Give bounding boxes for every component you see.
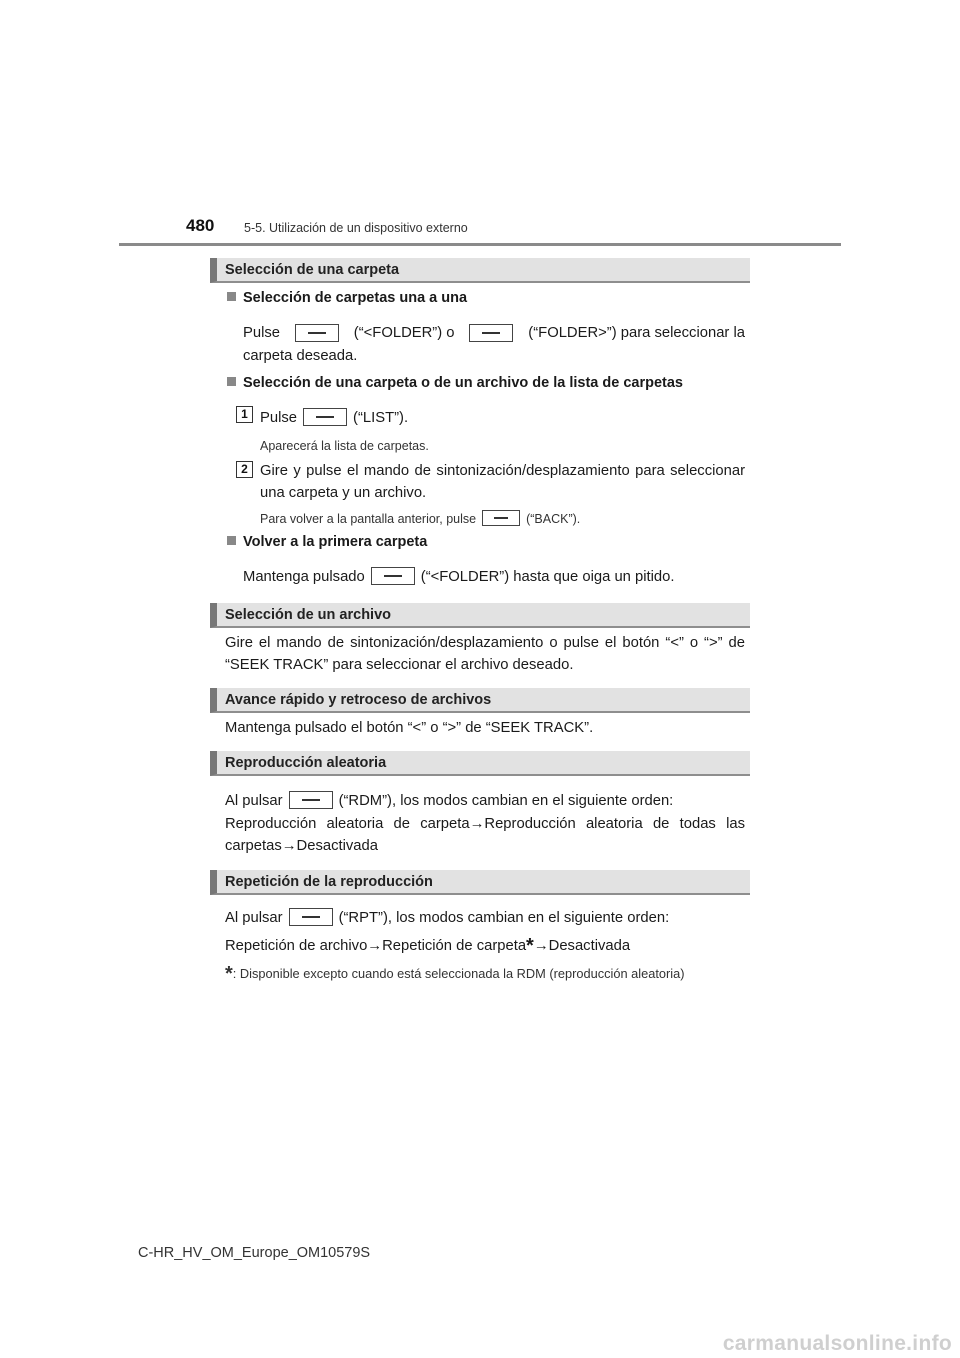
text-segment: Pulse [260,410,298,426]
text-segment: (“FOLDER>”) para seleccionar la [528,325,745,341]
text-segment: Al pulsar [225,793,283,809]
footnote-text: : Disponible excepto cuando está seleccionada la RDM (reproducción aleatoria) [232,966,685,981]
footnote-marker: * [225,963,233,985]
repeat-instruction [225,907,669,929]
folder-select-instruction [243,322,745,367]
first-folder-instruction [243,566,675,588]
section-title: Reproducción aleatoria [225,755,387,771]
text-segment: (“LIST”). [353,410,409,426]
random-instruction [225,790,673,812]
subheading-folder-list [227,375,683,391]
file-select-text: Gire el mando de sintonización/desplazamiento o pulse el botón “<” o “>” de “SEEK TRACK” para seleccionar el archivo deseado. [225,635,745,673]
repeat-modes-sequence [225,935,630,957]
section-heading-folder [210,258,750,283]
folder-next-button-icon [469,324,513,342]
rdm-button-icon [289,791,333,809]
fast-forward-text: Mantenga pulsado el botón “<” o “>” de “SEEK TRACK”. [225,720,594,736]
list-button-icon [303,408,347,426]
document-code: C-HR_HV_OM_Europe_OM10579S [138,1245,371,1261]
subheading-text: Selección de carpetas una a una [243,290,468,306]
folder-prev-button-icon [295,324,339,342]
text-segment: (“<FOLDER”) hasta que oiga un pitido. [420,569,675,585]
back-button-icon [482,510,520,526]
step-2-text: Gire y pulse el mando de sintonización/desplazamiento para seleccionar una carpeta y un archivo. [260,463,745,501]
text-segment: Al pulsar [225,910,283,926]
text-segment: →Desactivada [533,938,631,954]
square-bullet-icon [227,377,236,386]
watermark: carmanualsonline.info [722,1332,952,1355]
text-segment: (“RDM”), los modos cambian en el siguiente orden: [338,793,674,809]
subheading-text: Selección de una carpeta o de un archivo de la lista de carpetas [243,375,683,391]
text-segment: Pulse [243,325,281,341]
text-segment: (“BACK”). [526,512,581,526]
step-number-1: 1 [236,406,253,423]
step-1-text [260,407,408,429]
text-segment: (“RPT”), los modos cambian en el siguiente orden: [338,910,670,926]
section-title: Avance rápido y retroceso de archivos [225,692,492,708]
square-bullet-icon [227,292,236,301]
subheading-first-folder [227,534,427,550]
breadcrumb: 5-5. Utilización de un dispositivo externo [244,221,468,235]
step-number-2: 2 [236,461,253,478]
text-segment: Para volver a la pantalla anterior, pulse [260,512,477,526]
text-segment: (“<FOLDER”) o [353,325,455,341]
folder-prev-button-icon [371,567,415,585]
section-heading-repeat [210,870,750,895]
instruction-line: carpeta deseada. [243,348,358,364]
random-modes-sequence: Reproducción aleatoria de carpeta→Reproducción aleatoria de todas las carpetas→Desactivada [225,816,745,854]
subheading-text: Volver a la primera carpeta [243,534,428,550]
section-heading-fast-forward [210,688,750,713]
footnote [225,963,685,986]
rpt-button-icon [289,908,333,926]
page-number: 480 [186,216,215,235]
footnote-marker: * [526,935,534,957]
step-1-note: Aparecerá la lista de carpetas. [260,439,429,453]
section-heading-random [210,751,750,776]
step-2-note [260,510,580,526]
section-title: Repetición de la reproducción [225,874,433,890]
text-segment: Mantenga pulsado [243,569,365,585]
section-title: Selección de un archivo [225,607,391,623]
subheading-folders-one-by-one [227,290,467,306]
section-title: Selección de una carpeta [225,262,400,278]
header-divider [119,243,841,246]
section-heading-file [210,603,750,628]
instruction-line [243,322,745,344]
square-bullet-icon [227,536,236,545]
text-segment: Repetición de archivo→Repetición de carpeta [225,938,527,954]
